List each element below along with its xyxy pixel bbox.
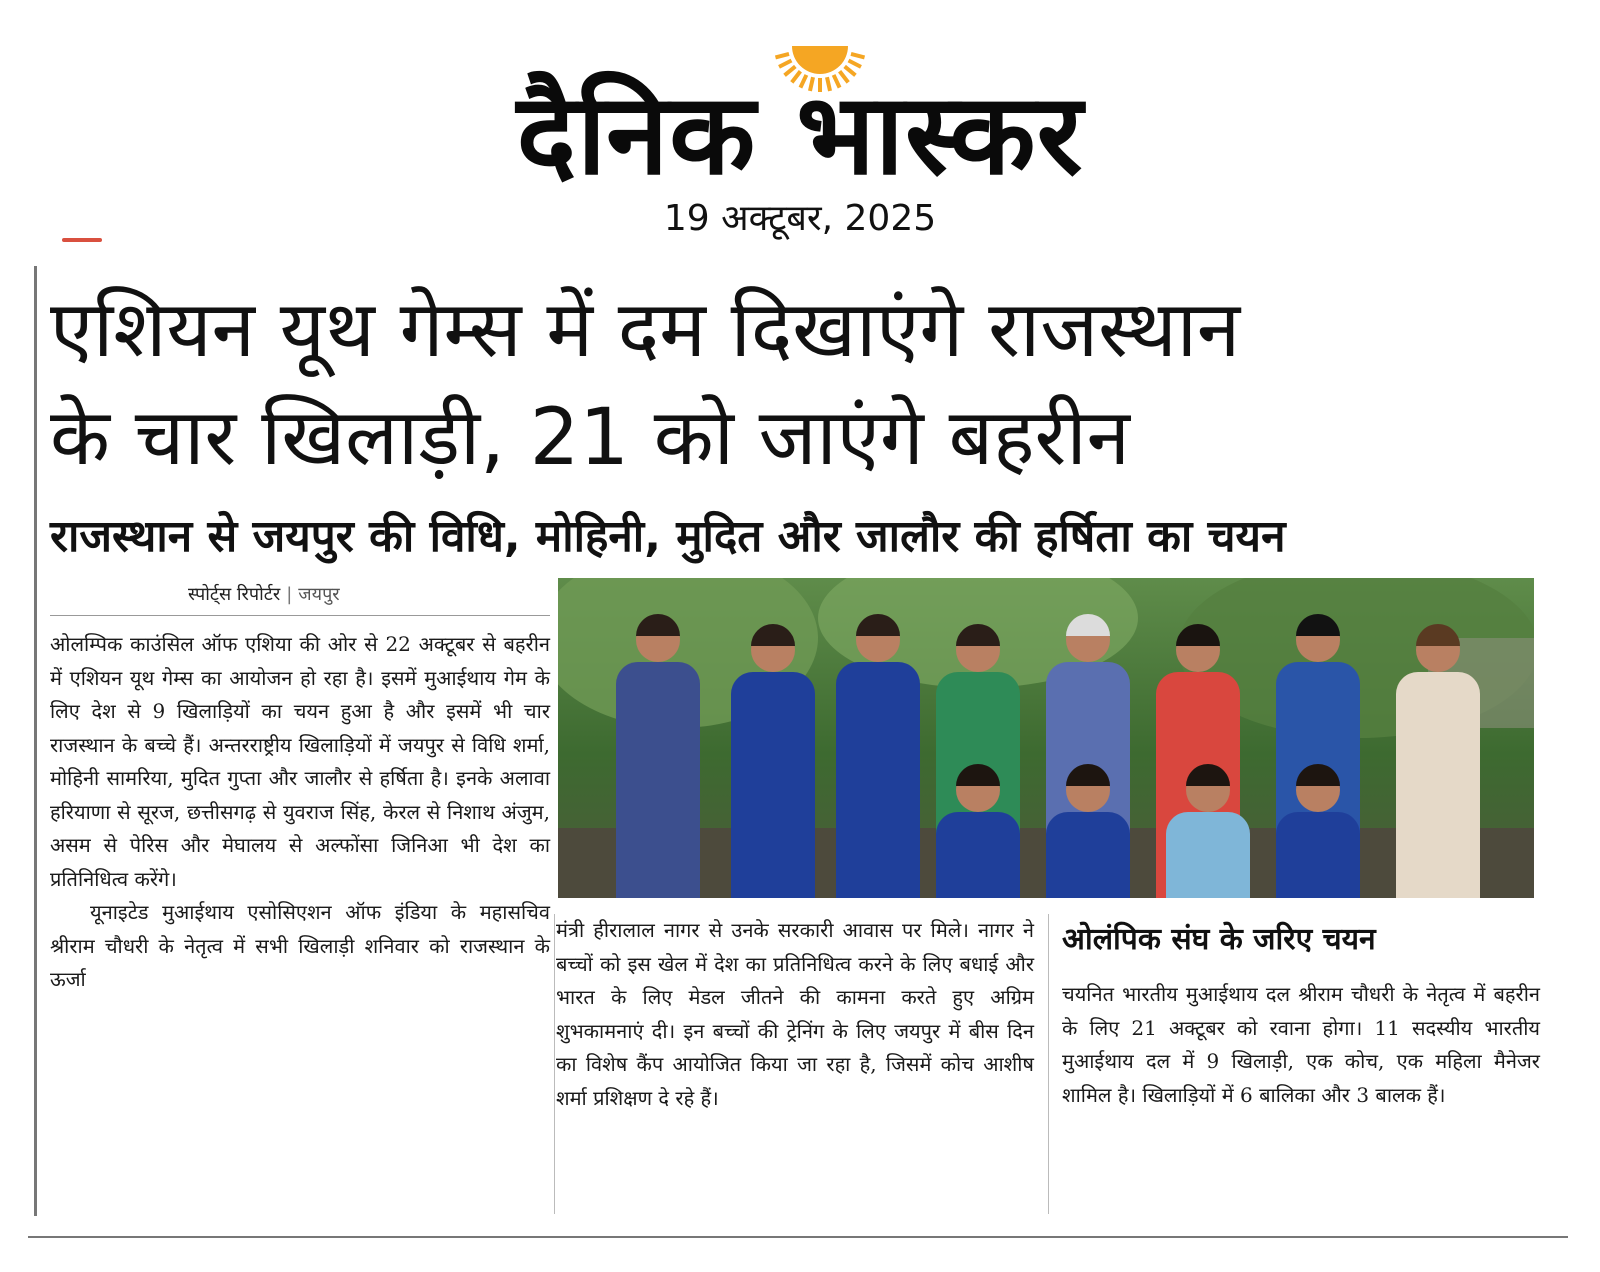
publication-date: 19 अक्टूबर, 2025 — [663, 198, 937, 239]
column-divider-1 — [554, 914, 555, 1214]
article-column-2 — [556, 914, 1034, 1115]
masthead — [0, 20, 1600, 245]
subheadline: राजस्थान से जयपुर की विधि, मोहिनी, मुदित और जालौर की हर्षिता का चयन — [50, 511, 1286, 562]
byline-separator: | — [286, 584, 293, 605]
sidebar-heading: ओलंपिक संघ के जरिए चयन — [1062, 922, 1376, 957]
clipping-left-rule — [34, 266, 37, 1216]
headline — [50, 276, 1570, 492]
team-group-photo — [558, 578, 1534, 898]
clipping-edge-mark — [62, 238, 102, 242]
byline-city: जयपुर — [298, 584, 340, 605]
column-2-paragraph: मंत्री हीरालाल नागर से उनके सरकारी आवास पर मिले। नागर ने बच्चों को इस खेल में देश का प्रतिनिधित्व करने के लिए बधाई और भारत के लिए मेडल जीतने की कामना करते हुए अग्रिम शुभकामनाएं दी। इन बच्चों की ट्रेनिंग के लिए जयपुर में बीस दिन का विशेष कैंप आयोजित किया जा रहा है, जिसमें कोच आशीष शर्मा प्रशिक्षण दे रहे हैं। — [556, 918, 1034, 1110]
column-divider-2 — [1048, 914, 1049, 1214]
byline-rule — [50, 615, 550, 616]
byline — [188, 582, 340, 606]
article-column-1 — [50, 628, 550, 997]
column-1-paragraph-1: ओलम्पिक काउंसिल ऑफ एशिया की ओर से 22 अक्टूबर से बहरीन में एशियन यूथ गेम्स का आयोजन हो रहा है। इसमें मुआईथाय गेम के लिए देश से 9 खिलाड़ियों का चयन हुआ है और इसमें भी चार राजस्थान के बच्चे हैं। अन्तरराष्ट्रीय खिलाड़ियों में जयपुर से विधि शर्मा, मोहिनी सामरिया, मुदित गुप्ता और जालौर से हर्षिता है। इनके अलावा हरियाणा से सूरज, छत्तीसगढ़ से युवराज सिंह, केरल से निशाथ अंजुम, असम से पेरिस और मेघालय से अल्फोंसा जिनिआ भी देश का प्रतिनिधित्व करेंगे। — [50, 632, 550, 891]
column-1-paragraph-2: यूनाइटेड मुआईथाय एसोसिएशन ऑफ इंडिया के महासचिव श्रीराम चौधरी के नेतृत्व में सभी खिलाड़ी शनिवार को राजस्थान के ऊर्जा — [50, 900, 550, 991]
headline-line-2: के चार खिलाड़ी, 21 को जाएंगे बहरीन — [50, 393, 1130, 483]
newspaper-title: दैनिक भास्कर — [516, 70, 1084, 200]
sidebar-column — [1062, 978, 1540, 1112]
sidebar-paragraph: चयनित भारतीय मुआईथाय दल श्रीराम चौधरी के नेतृत्व में बहरीन के लिए 21 अक्टूबर को रवाना होगा। 11 सदस्यीय भारतीय मुआईथाय दल में 9 खिलाड़ी, एक कोच, एक महिला मैनेजर शामिल है। खिलाड़ियों में 6 बालिका और 3 बालक हैं। — [1062, 982, 1540, 1107]
headline-line-1: एशियन यूथ गेम्स में दम दिखाएंगे राजस्थान — [50, 285, 1241, 375]
news-clipping — [28, 238, 1580, 1250]
byline-reporter: स्पोर्ट्स रिपोर्टर — [188, 584, 281, 605]
clipping-bottom-rule — [28, 1236, 1568, 1238]
